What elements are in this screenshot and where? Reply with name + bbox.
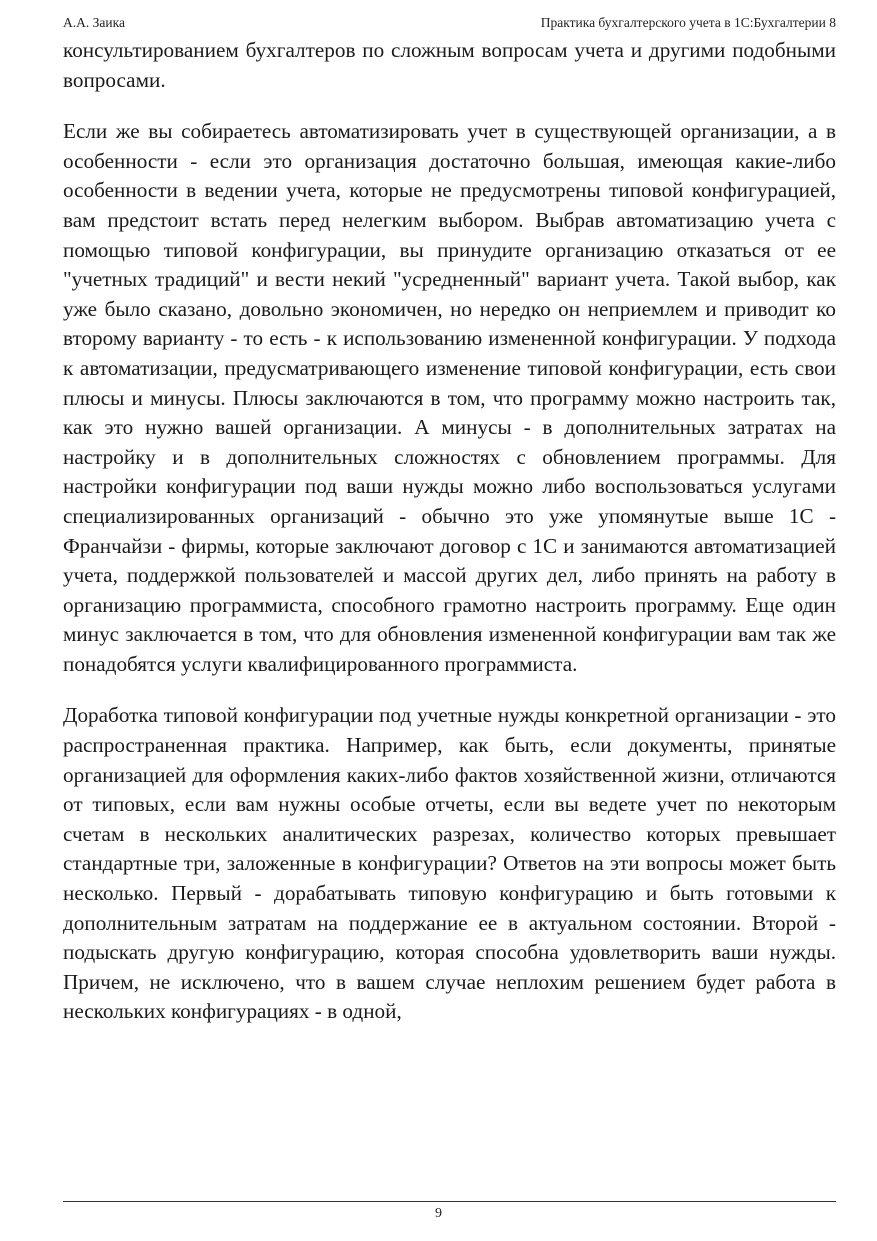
page-number: 9 xyxy=(435,1206,442,1221)
page-header xyxy=(63,15,836,35)
footer-divider xyxy=(63,1201,836,1202)
page-body xyxy=(63,36,836,1027)
paragraph-continuation: консультированием бухгалтеров по сложным вопросам учета и другими подобными вопросами. xyxy=(63,38,836,92)
header-book-title: Практика бухгалтерского учета в 1С:Бухгалтерии 8 xyxy=(540,15,836,30)
paragraph-configuration-customization: Доработка типовой конфигурации под учетные нужды конкретной организации - это распространенная практика. Например, как быть, если документы, принятые организацией для оформления каких-либо фактов хозяйственной жизни, отличаются от типовых, если вам нужны особые отчеты, если вы ведете учет по некоторым счетам в нескольких аналитических разрезах, количество которых превышает стандартные три, заложенные в конфигурации? Ответов на эти вопросы может быть несколько. Первый - дорабатывать типовую конфигурацию и быть готовыми к дополнительным затратам на поддержание ее в актуальном состоянии. Второй - подыскать другую конфигурацию, которая способна удовлетворить ваши нужды. Причем, не исключено, что в вашем случае неплохим решением будет работа в нескольких конфигурациях - в одной, xyxy=(63,703,836,1024)
header-author: А.А. Заика xyxy=(63,15,125,30)
paragraph-automation-choice: Если же вы собираетесь автоматизировать учет в существующей организации, а в особенности - если это организация достаточно большая, имеющая какие-либо особенности в ведении учета, которые не предусмотрены типовой конфигурацией, вам предстоит встать перед нелегким выбором. Выбрав автоматизацию учета с помощью типовой конфигурации, вы принудите организацию отказаться от ее "учетных традиций" и вести некий "усредненный" вариант учета. Такой выбор, как уже было сказано, довольно экономичен, но нередко он неприемлем и приводит ко второму варианту - то есть - к использованию измененной конфигурации. У подхода к автоматизации, предусматривающего изменение типовой конфигурации, есть свои плюсы и минусы. Плюсы заключаются в том, что программу можно настроить так, как это нужно вашей организации. А минусы - в дополнительных затратах на настройку и в дополнительных сложностях с обновлением программы. Для настройки конфигурации под ваши нужды можно либо воспользоваться услугами специализированных организаций - обычно это уже упомянутые выше 1С - Франчайзи - фирмы, которые заключают договор с 1С и занимаются автоматизацией учета, поддержкой пользователей и массой других дел, либо принять на работу в организацию программиста, способного грамотно настроить программу. Еще один минус заключается в том, что для обновления измененной конфигурации вам так же понадобятся услуги квалифицированного программиста. xyxy=(63,119,836,676)
